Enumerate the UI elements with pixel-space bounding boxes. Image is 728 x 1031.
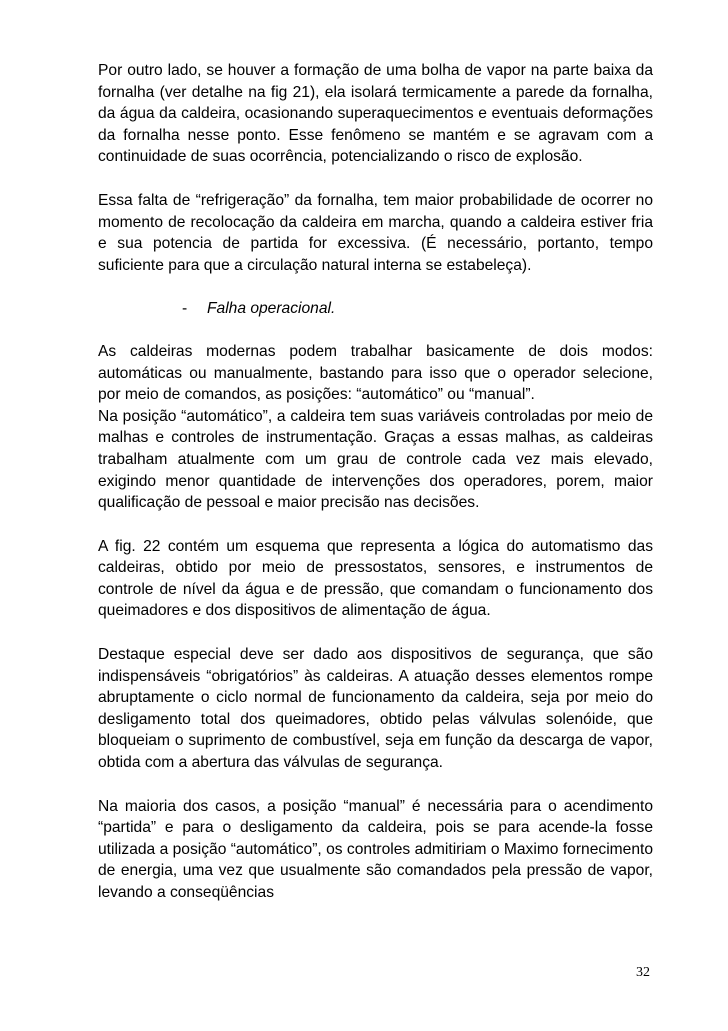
paragraph-vapor-bubble: Por outro lado, se houver a formação de uma bolha de vapor na parte baixa da fornalha (ver detalhe na fig 21), ela isolará termicamente a parede da fornalha, da água da caldeira, ocasionando superaquecimentos e eventuais deformações da fornalha nesse ponto. Esse fenômeno se mantém e se agravam com a continuidade de suas ocorrência, potencializando o risco de explosão. (98, 62, 653, 166)
paragraph-refrigeration: Essa falta de “refrigeração” da fornalha, tem maior probabilidade de ocorrer no momento de recolocação da caldeira em marcha, quando a caldeira estiver fria e sua potencia de partida for excessiva. (É necessário, portanto, tempo suficiente para que a circulação natural interna se estabeleça). (98, 191, 653, 274)
paragraph-safety-devices: Destaque especial deve ser dado aos dispositivos de segurança, que são indispensáveis “obrigatórios” às caldeiras. A atuação desses elementos rompe abruptamente o ciclo normal de funcionamento da caldeira, seja por meio do desligamento total dos queimadores, obtido pelas válvulas solenóide, que bloqueiam o suprimento de combustível, seja em função da descarga de vapor, obtida com a abertura das válvulas de segurança. (98, 646, 653, 772)
paragraph-manual-position: Na maioria dos casos, a posição “manual” é necessária para o acendimento “partida” e para o desligamento da caldeira, pois se para acende-la fosse utilizada a posição “automático”, os controles admitiriam o Maximo fornecimento de energia, uma vez que usualmente são comandados pela pressão de vapor, levando a conseqüências (98, 797, 653, 901)
list-item-text: Falha operacional. (207, 300, 336, 318)
paragraph-automatic-position: Na posição “automático”, a caldeira tem suas variáveis controladas por meio de malhas e controles de instrumentação. Graças a essas malhas, as caldeiras trabalham atualmente com um grau de controle cada vez mais elevado, exigindo menor quantidade de intervenções dos operadores, porem, maior qualificação de pessoal e maior precisão nas decisões. (98, 407, 653, 512)
paragraph-operation-modes: As caldeiras modernas podem trabalhar basicamente de dois modos: automáticas ou manualmente, bastando para isso que o operador selecione, por meio de comandos, as posições: “automático” ou “manual”. (98, 342, 653, 404)
list-item-operational-failure (98, 298, 653, 320)
document-body (98, 60, 653, 904)
list-marker: - (182, 300, 188, 318)
paragraph-fig-22: A fig. 22 contém um esquema que representa a lógica do automatismo das caldeiras, obtido por meio de pressostatos, sensores, e instrumentos de controle de nível da água e de pressão, que comandam o funcionamento dos queimadores e dos dispositivos de alimentação de água. (98, 537, 653, 620)
page-number: 32 (636, 965, 650, 980)
